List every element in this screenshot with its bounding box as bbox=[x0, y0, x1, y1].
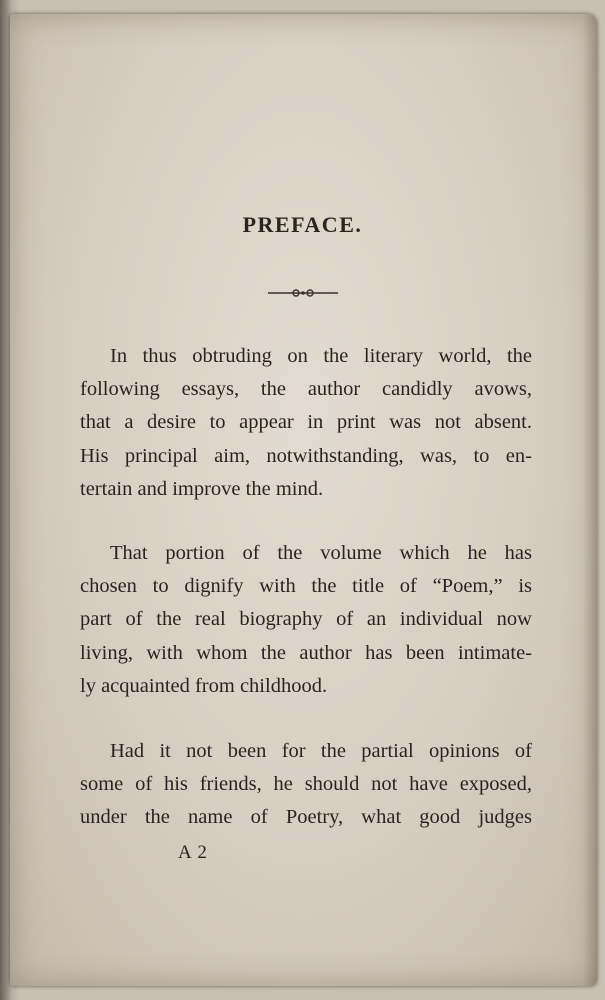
paragraph-line: following essays, the author candidly avows, bbox=[80, 378, 532, 401]
paragraph-line: tertain and improve the mind. bbox=[80, 477, 324, 500]
paragraph-line: His principal aim, notwithstanding, was, to en- bbox=[80, 444, 532, 467]
paragraph-line: some of his friends, he should not have exposed, bbox=[80, 773, 532, 796]
page-title: PREFACE. bbox=[242, 212, 363, 237]
paragraph-3 bbox=[80, 735, 532, 835]
ornament-divider-icon bbox=[266, 286, 340, 300]
paragraph-line: part of the real biography of an individual now bbox=[80, 608, 532, 631]
signature-mark: A 2 bbox=[178, 842, 208, 863]
paragraph-2 bbox=[80, 537, 532, 703]
paragraph-line: under the name of Poetry, what good judges bbox=[80, 806, 532, 829]
paragraph-line: Had it not been for the partial opinions of bbox=[110, 740, 532, 762]
paragraph-line: chosen to dignify with the title of “Poem,” is bbox=[80, 575, 532, 598]
paragraph-line: That portion of the volume which he has bbox=[110, 542, 532, 564]
paragraph-line: that a desire to appear in print was not absent. bbox=[80, 411, 532, 434]
paragraph-line: ly acquainted from childhood. bbox=[80, 674, 328, 697]
paragraph-line: living, with whom the author has been intimate- bbox=[80, 641, 532, 664]
paragraph-line: In thus obtruding on the literary world, the bbox=[110, 345, 532, 367]
paragraph-1 bbox=[80, 340, 532, 506]
